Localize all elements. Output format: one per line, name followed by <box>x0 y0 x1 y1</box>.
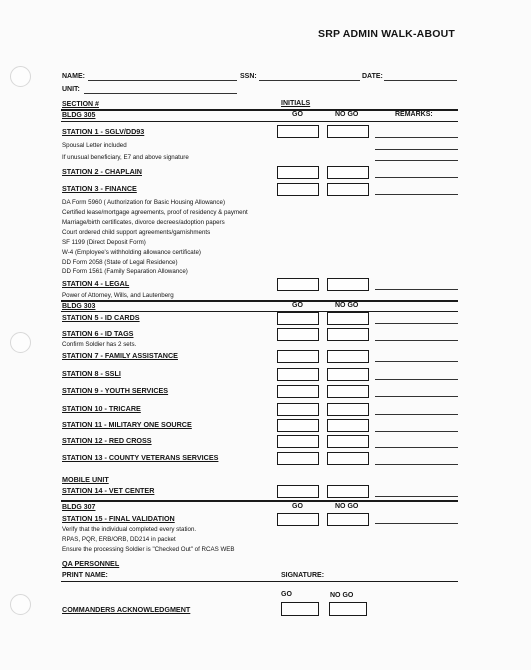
station-1-go-checkbox[interactable] <box>277 125 319 138</box>
station-2-label: STATION 2 - CHAPLAIN <box>62 167 142 176</box>
station-13-remarks-line[interactable] <box>375 464 458 465</box>
station-3-note: W-4 (Employee's withholding allowance certificate) <box>62 249 201 256</box>
station-3-no-go-checkbox[interactable] <box>327 183 369 196</box>
station-14-go-checkbox[interactable] <box>277 485 319 498</box>
station-3-note: Marriage/birth certificates, divorce decrees/adoption papers <box>62 219 225 226</box>
station-2-go-checkbox[interactable] <box>277 166 319 179</box>
station-15-note: Ensure the processing Soldier is "Checked Out" of RCAS WEB <box>62 546 235 553</box>
commanders-acknowledgment-label: COMMANDERS ACKNOWLEDGMENT <box>62 605 191 614</box>
remarks-column-header: REMARKS: <box>395 111 433 118</box>
form-title: SRP ADMIN WALK-ABOUT <box>318 28 455 40</box>
station-13-no-go-checkbox[interactable] <box>327 452 369 465</box>
station-5-no-go-checkbox[interactable] <box>327 312 369 325</box>
name-field[interactable] <box>88 80 237 81</box>
station-6-go-checkbox[interactable] <box>277 328 319 341</box>
go-column-header: GO <box>292 111 303 118</box>
binder-hole <box>10 594 31 615</box>
station-6-no-go-checkbox[interactable] <box>327 328 369 341</box>
station-6-label: STATION 6 - ID TAGS <box>62 329 134 338</box>
station-8-label: STATION 8 - SSLI <box>62 369 121 378</box>
station-3-label: STATION 3 - FINANCE <box>62 184 137 193</box>
station-11-label: STATION 11 - MILITARY ONE SOURCE <box>62 420 192 429</box>
station-3-note: DA Form 5960 ( Authorization for Basic Housing Allowance) <box>62 199 226 206</box>
initials-header: INITIALS <box>281 100 311 107</box>
station-3-note: Court ordered child support agreements/garnishments <box>62 229 211 236</box>
no-go-column-header: NO GO <box>335 302 359 309</box>
unit-label: UNIT: <box>62 86 80 93</box>
station-1-note: If unusual beneficiary, E7 and above signature <box>62 154 189 161</box>
station-10-remarks-line[interactable] <box>375 414 458 415</box>
unit-field[interactable] <box>84 93 237 94</box>
remarks-line[interactable] <box>375 160 458 161</box>
bldg-305-label: BLDG 305 <box>62 112 96 119</box>
station-15-go-checkbox[interactable] <box>277 513 319 526</box>
station-15-note: Verify that the individual completed every station. <box>62 526 197 533</box>
station-12-remarks-line[interactable] <box>375 447 458 448</box>
station-15-label: STATION 15 - FINAL VALIDATION <box>62 514 175 523</box>
binder-hole <box>10 66 31 87</box>
section-rule <box>61 300 458 302</box>
station-14-remarks-line[interactable] <box>375 496 458 497</box>
station-9-go-checkbox[interactable] <box>277 385 319 398</box>
remarks-line[interactable] <box>375 149 458 150</box>
go-column-header: GO <box>292 302 303 309</box>
commander-no-go-checkbox[interactable] <box>329 602 367 616</box>
station-15-note: RPAS, PQR, ERB/ORB, DD214 in packet <box>62 536 176 543</box>
station-9-no-go-checkbox[interactable] <box>327 385 369 398</box>
station-7-label: STATION 7 - FAMILY ASSISTANCE <box>62 351 178 360</box>
qa-personnel-label: QA PERSONNEL <box>62 559 120 568</box>
binder-hole <box>10 332 31 353</box>
go-column-header: GO <box>292 503 303 510</box>
section-rule <box>61 121 458 122</box>
station-7-go-checkbox[interactable] <box>277 350 319 363</box>
station-11-go-checkbox[interactable] <box>277 419 319 432</box>
section-rule <box>61 311 458 312</box>
station-11-no-go-checkbox[interactable] <box>327 419 369 432</box>
station-1-no-go-checkbox[interactable] <box>327 125 369 138</box>
station-8-no-go-checkbox[interactable] <box>327 368 369 381</box>
station-14-no-go-checkbox[interactable] <box>327 485 369 498</box>
commander-go-checkbox[interactable] <box>281 602 319 616</box>
signature-line[interactable] <box>61 581 458 582</box>
station-15-remarks-line[interactable] <box>375 523 458 524</box>
station-3-go-checkbox[interactable] <box>277 183 319 196</box>
go-column-header: GO <box>281 591 292 598</box>
station-8-remarks-line[interactable] <box>375 379 458 380</box>
date-field[interactable] <box>384 80 457 81</box>
station-5-remarks-line[interactable] <box>375 323 458 324</box>
station-1-note: Spousal Letter included <box>62 142 127 149</box>
no-go-column-header: NO GO <box>335 503 359 510</box>
station-3-note: SF 1199 (Direct Deposit Form) <box>62 239 146 246</box>
signature-label: SIGNATURE: <box>281 572 325 579</box>
ssn-field[interactable] <box>259 80 360 81</box>
bldg-303-label: BLDG 303 <box>62 303 96 310</box>
station-7-no-go-checkbox[interactable] <box>327 350 369 363</box>
section-rule <box>61 500 458 502</box>
station-1-label: STATION 1 - SGLV/DD93 <box>62 127 145 136</box>
station-10-label: STATION 10 - TRICARE <box>62 404 141 413</box>
station-6-remarks-line[interactable] <box>375 340 458 341</box>
station-3-note: DD Form 1561 (Family Separation Allowance) <box>62 268 188 275</box>
station-2-remarks-line[interactable] <box>375 177 458 178</box>
mobile-unit-label: MOBILE UNIT <box>62 475 109 484</box>
station-12-go-checkbox[interactable] <box>277 435 319 448</box>
station-5-go-checkbox[interactable] <box>277 312 319 325</box>
section-header: SECTION # <box>62 101 99 108</box>
station-8-go-checkbox[interactable] <box>277 368 319 381</box>
station-4-label: STATION 4 - LEGAL <box>62 279 130 288</box>
station-3-note: Certified lease/mortgage agreements, proof of residency & payment <box>62 209 248 216</box>
print-name-label: PRINT NAME: <box>62 572 108 579</box>
station-14-label: STATION 14 - VET CENTER <box>62 486 155 495</box>
station-5-label: STATION 5 - ID CARDS <box>62 313 140 322</box>
station-10-no-go-checkbox[interactable] <box>327 403 369 416</box>
station-1-remarks-line[interactable] <box>375 137 458 138</box>
station-13-go-checkbox[interactable] <box>277 452 319 465</box>
no-go-column-header: NO GO <box>330 592 354 599</box>
station-13-label: STATION 13 - COUNTY VETERANS SERVICES <box>62 453 219 462</box>
station-3-remarks-line[interactable] <box>375 194 458 195</box>
station-11-remarks-line[interactable] <box>375 431 458 432</box>
station-10-go-checkbox[interactable] <box>277 403 319 416</box>
station-6-note: Confirm Soldier has 2 sets. <box>62 341 137 348</box>
station-4-no-go-checkbox[interactable] <box>327 278 369 291</box>
station-3-note: DD Form 2058 (State of Legal Residence) <box>62 259 178 266</box>
station-7-remarks-line[interactable] <box>375 361 458 362</box>
station-12-no-go-checkbox[interactable] <box>327 435 369 448</box>
station-9-remarks-line[interactable] <box>375 396 458 397</box>
bldg-307-label: BLDG 307 <box>62 504 96 511</box>
ssn-label: SSN: <box>240 73 257 80</box>
station-4-note: Power of Attorney, Wills, and Lautenberg <box>62 292 174 299</box>
name-label: NAME: <box>62 73 85 80</box>
station-4-remarks-line[interactable] <box>375 289 458 290</box>
station-12-label: STATION 12 - RED CROSS <box>62 436 152 445</box>
station-9-label: STATION 9 - YOUTH SERVICES <box>62 386 169 395</box>
station-15-no-go-checkbox[interactable] <box>327 513 369 526</box>
station-2-no-go-checkbox[interactable] <box>327 166 369 179</box>
no-go-column-header: NO GO <box>335 111 359 118</box>
station-4-go-checkbox[interactable] <box>277 278 319 291</box>
date-label: DATE: <box>362 73 383 80</box>
